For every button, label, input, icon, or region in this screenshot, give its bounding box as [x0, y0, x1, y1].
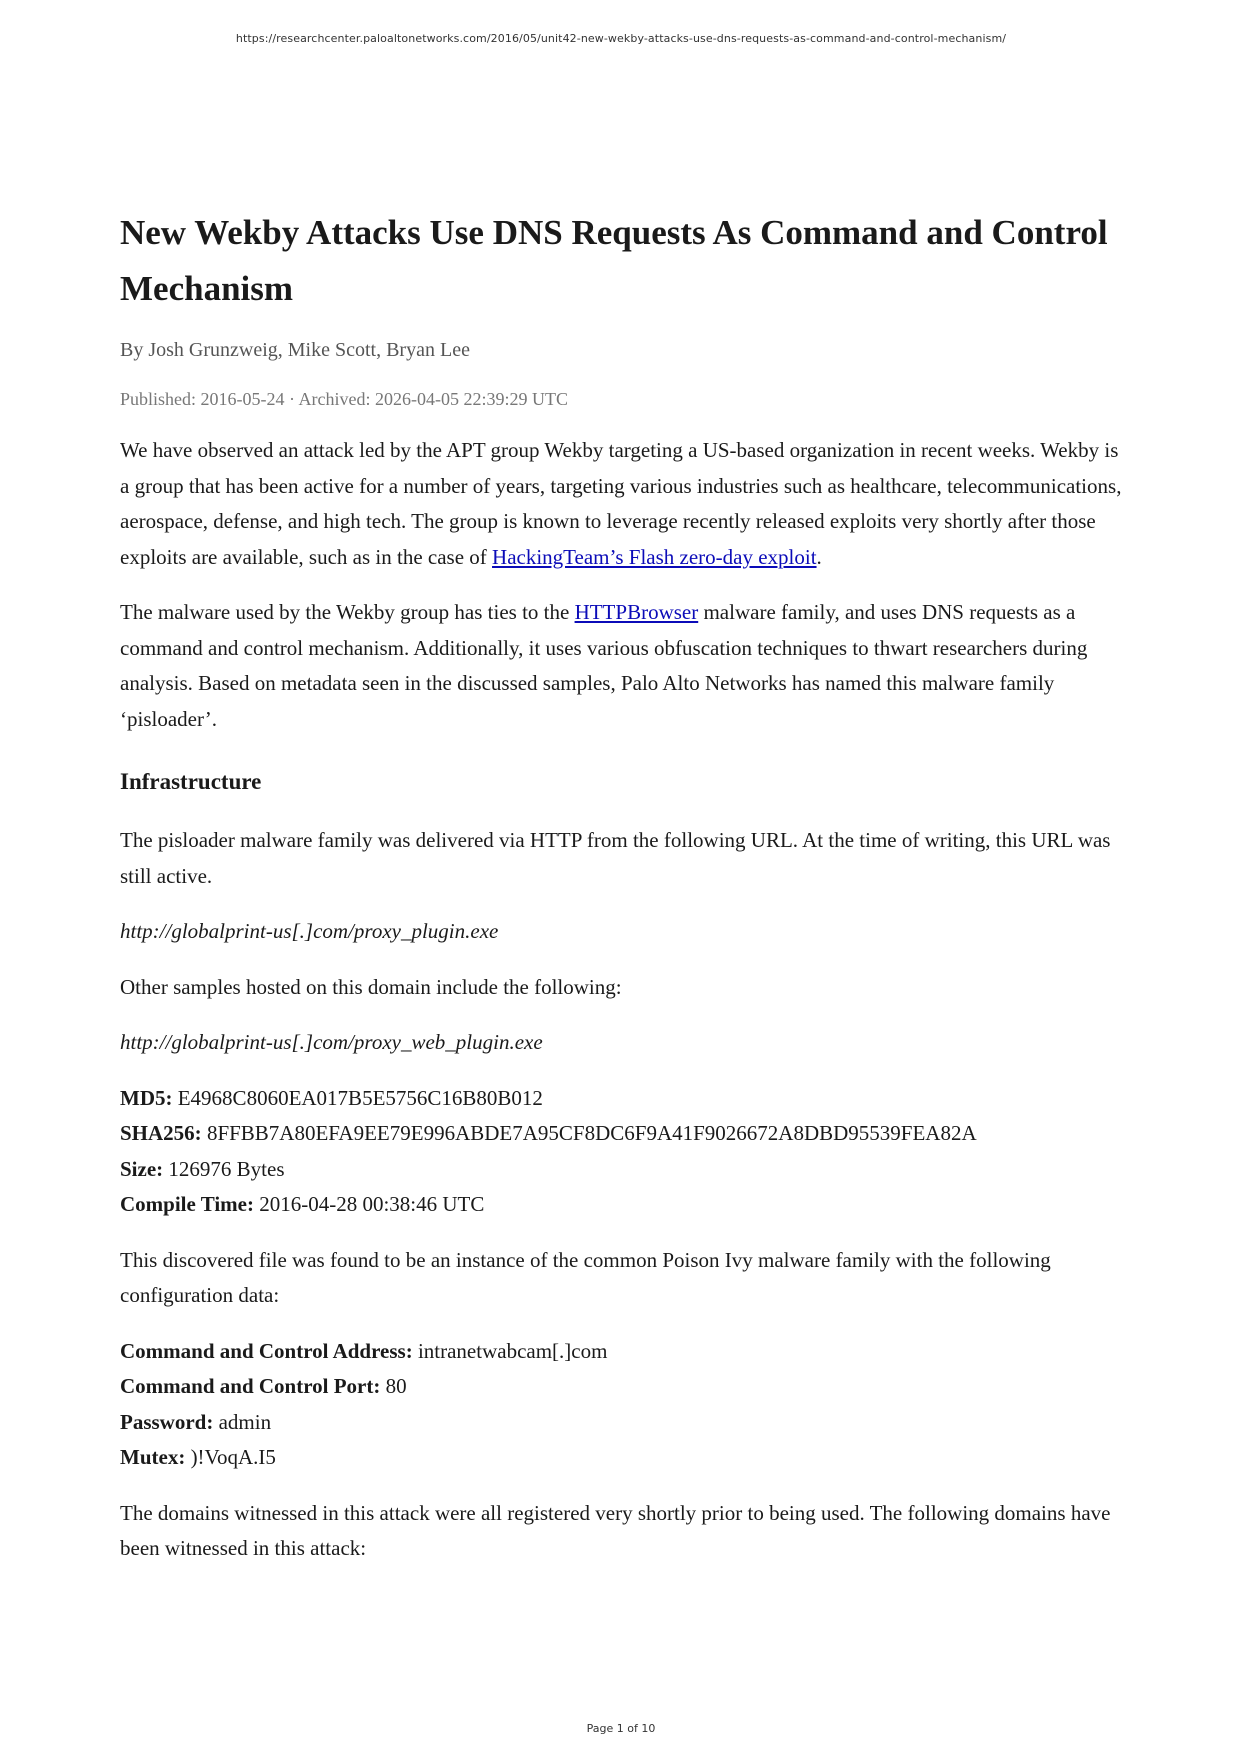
mutex-row	[120, 1440, 1130, 1476]
c2-address-row	[120, 1334, 1130, 1370]
size-label: Size:	[120, 1156, 164, 1181]
password-label: Password:	[120, 1409, 214, 1434]
mutex-label: Mutex:	[120, 1445, 186, 1469]
paragraph-malware-start: The malware used by the Wekby group has ties to the	[120, 600, 575, 624]
mutex-value: )!VoqA.I5	[185, 1445, 276, 1469]
paragraph-domains: The domains witnessed in this attack were all registered very shortly prior to being used. The following domains have been witnessed in this attack:	[120, 1500, 1111, 1560]
other-sample-url	[120, 1025, 1130, 1061]
c2-port-label: Command and Control Port:	[120, 1374, 381, 1398]
paragraph-other-samples: Other samples hosted on this domain include the following:	[120, 974, 622, 999]
infrastructure-heading: Infrastructure	[120, 769, 262, 794]
paragraph-intro-text: We have observed an attack led by the APT group Wekby targeting a US-based organization in recent weeks. Wekby is a group that has been active for a number of years, targeting various industries such as healthcare, telecommunications, aerospace, defense, and high tech. The group is known to leverage recently released exploits very shortly after those exploits are available, such as in the case of	[120, 438, 1122, 569]
other-sample-url-text: http://globalprint-us[.]com/proxy_web_plugin.exe	[120, 1030, 543, 1054]
compile-time-label: Compile Time:	[120, 1192, 254, 1216]
hackingteam-exploit-link[interactable]: HackingTeam’s Flash zero-day exploit	[492, 544, 817, 569]
sha256-row	[120, 1116, 1130, 1152]
httpbrowser-link[interactable]: HTTPBrowser	[574, 600, 699, 624]
paragraph-intro-end: .	[816, 544, 822, 569]
article-title: New Wekby Attacks Use DNS Requests As Command and Control Mechanism	[120, 213, 1108, 308]
paragraph-delivery: The pisloader malware family was delivered via HTTP from the following URL. At the time of writing, this URL was still active.	[120, 828, 1111, 888]
c2-port-value: 80	[380, 1374, 407, 1398]
page-url-header: https://researchcenter.paloaltonetworks.com/2016/05/unit42-new-wekby-attacks-use-dns-requests-as-command-and-control-mechanism/	[235, 32, 1007, 45]
config-data	[120, 1334, 1130, 1476]
sample-hashes	[120, 1081, 1130, 1223]
article-meta: Published: 2016-05-24 · Archived: 2026-04-05 22:39:29 UTC	[120, 389, 568, 409]
sha256-value: 8FFBB7A80EFA9EE79E996ABDE7A95CF8DC6F9A41F9026672A8DBD95539FEA82A	[201, 1121, 977, 1145]
sha256-label: SHA256:	[120, 1121, 202, 1145]
c2-address-value: intranetwabcam[.]com	[412, 1338, 608, 1363]
page-number: Page 1 of 10	[586, 1722, 656, 1735]
compile-time-value: 2016-04-28 00:38:46 UTC	[253, 1192, 485, 1216]
md5-row	[120, 1081, 1130, 1117]
c2-address-label: Command and Control Address:	[120, 1338, 413, 1363]
paragraph-intro	[120, 433, 1130, 575]
paragraph-poison-ivy: This discovered file was found to be an instance of the common Poison Ivy malware family with the following configuration data:	[120, 1247, 1051, 1307]
c2-port-row	[120, 1369, 1130, 1405]
paragraph-malware	[120, 595, 1130, 737]
article-content	[120, 205, 1130, 1587]
password-row	[120, 1405, 1130, 1441]
delivery-url	[120, 914, 1130, 950]
delivery-url-text: http://globalprint-us[.]com/proxy_plugin.exe	[120, 919, 499, 943]
paragraph-malware-rest: malware family, and uses DNS requests as a command and control mechanism. Additionally, it uses various obfuscation techniques to thwart researchers during analysis. Based on metadata seen in the discussed samples, Palo Alto Networks has named this malware family ‘pisloader’.	[120, 600, 1088, 731]
md5-label: MD5:	[120, 1085, 173, 1110]
size-value: 126976 Bytes	[163, 1156, 285, 1181]
md5-value: E4968C8060EA017B5E5756C16B80B012	[172, 1085, 543, 1110]
password-value: admin	[213, 1409, 272, 1434]
article-byline: By Josh Grunzweig, Mike Scott, Bryan Lee	[120, 339, 470, 361]
size-row	[120, 1152, 1130, 1188]
compile-time-row	[120, 1187, 1130, 1223]
